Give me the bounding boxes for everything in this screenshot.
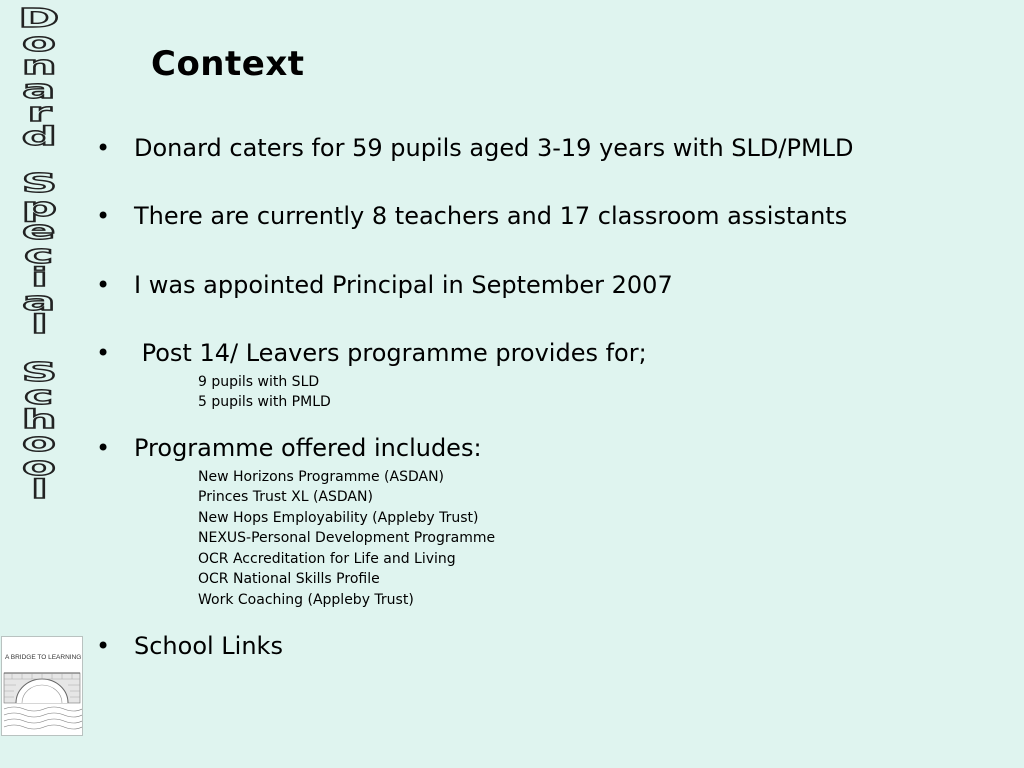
side-letter: D <box>18 4 60 34</box>
bridge-logo-icon <box>2 637 82 735</box>
side-letter: o <box>22 451 56 482</box>
side-letter: c <box>24 381 54 411</box>
side-letter: l <box>30 475 48 505</box>
side-letter: i <box>30 263 48 293</box>
side-letter: r <box>26 98 52 128</box>
sub-item: New Horizons Programme (ASDAN) <box>198 469 444 485</box>
sub-item: 9 pupils with SLD <box>198 374 320 390</box>
sub-item: OCR Accreditation for Life and Living <box>198 551 456 567</box>
sub-item: OCR National Skills Profile <box>198 571 380 587</box>
bullet-text: There are currently 8 teachers and 17 classroom assistants <box>134 202 848 230</box>
sub-item: 5 pupils with PMLD <box>198 394 331 410</box>
bullet-icon: • <box>96 434 111 462</box>
bullet-text: I was appointed Principal in September 2007 <box>134 271 673 299</box>
sub-item: Princes Trust XL (ASDAN) <box>198 489 373 505</box>
side-letter: h <box>21 404 57 435</box>
bullet-icon: • <box>96 632 111 660</box>
logo-caption: A BRIDGE TO LEARNING <box>5 654 82 661</box>
side-letter: l <box>30 310 48 340</box>
side-letter: a <box>22 286 56 317</box>
sub-item: Work Coaching (Appleby Trust) <box>198 592 414 608</box>
bullet-icon: • <box>96 339 111 367</box>
bullet-text: Donard caters for 59 pupils aged 3-19 years with SLD/PMLD <box>134 134 854 162</box>
sub-item: New Hops Employability (Appleby Trust) <box>198 510 479 526</box>
school-logo <box>1 636 83 736</box>
side-letter: a <box>22 74 56 105</box>
side-letter: S <box>21 357 57 388</box>
side-letter: o <box>22 428 56 458</box>
sub-item: NEXUS-Personal Development Programme <box>198 530 496 546</box>
side-letter: c <box>24 239 54 270</box>
side-letter: n <box>21 51 57 81</box>
bullet-text: Post 14/ Leavers programme provides for; <box>134 339 647 367</box>
side-letter: d <box>21 121 57 152</box>
side-letter: p <box>21 192 57 223</box>
bullet-icon: • <box>96 134 111 162</box>
vertical-school-name <box>6 4 72 505</box>
bullet-icon: • <box>96 271 111 299</box>
side-letter: S <box>21 169 57 199</box>
bullet-text: School Links <box>134 632 283 660</box>
bullet-icon: • <box>96 202 111 230</box>
side-letter: o <box>22 27 56 58</box>
slide-title: Context <box>151 44 305 84</box>
side-letter: e <box>22 216 56 246</box>
bullet-text: Programme offered includes: <box>134 434 482 462</box>
